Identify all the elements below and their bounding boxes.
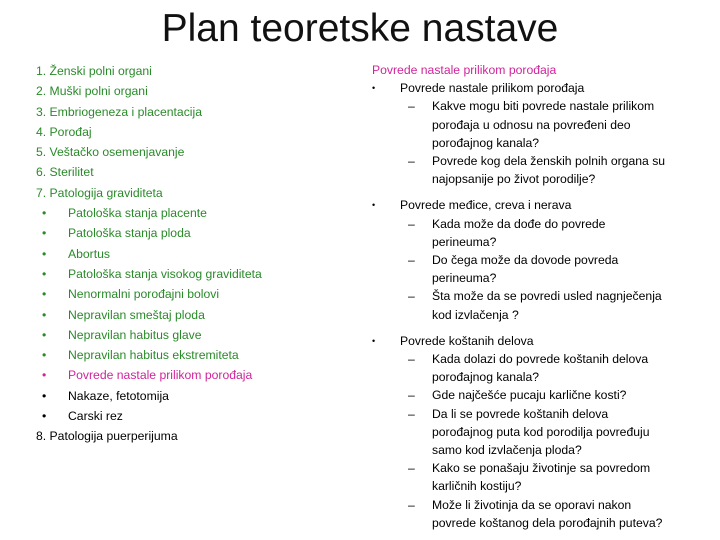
outline-subitem <box>36 223 336 243</box>
outline-subitem-text: Nepravilan habitus ekstremiteta <box>68 348 239 363</box>
outline-subitem <box>36 345 336 365</box>
outline-subitem-text: Patološka stanja visokog graviditeta <box>68 266 262 281</box>
outline-subitem-text: Nakaze, fetotomija <box>68 388 169 403</box>
question-line: perineuma? <box>432 234 497 249</box>
question-item <box>372 152 702 188</box>
outline-item: 4. Porođaj <box>36 124 92 139</box>
right-sections <box>372 79 702 532</box>
section-gap <box>372 188 702 196</box>
dash-marker: – <box>408 497 415 512</box>
question-line: najopsanije po život porodilje? <box>432 172 596 187</box>
question-line: povrede koštanog dela porođajnih puteva? <box>432 515 663 530</box>
question-line: Kakve mogu biti povrede nastale prilikom <box>432 99 655 114</box>
outline-subitem <box>36 325 336 345</box>
outline-subitem-text: Povrede nastale prilikom porođaja <box>68 368 253 383</box>
question-line: Gde najčešće pucaju karlične kosti? <box>432 388 627 403</box>
dash-marker: – <box>408 216 415 231</box>
outline-subitem <box>36 365 336 385</box>
question-line: kod izvlačenja ? <box>432 307 519 322</box>
outline-item: 3. Embriogeneza i placentacija <box>36 104 202 119</box>
dash-marker: – <box>408 253 415 268</box>
question-item <box>372 350 702 386</box>
question-line: karličnih kostiju? <box>432 479 522 494</box>
question-item <box>372 97 702 152</box>
dash-marker: – <box>408 154 415 169</box>
bullet-marker: • <box>42 246 47 261</box>
question-item <box>372 251 702 287</box>
outline-subitem <box>36 203 336 223</box>
injury-section <box>372 196 702 214</box>
question-line: Povrede kog dela ženskih polnih organa su <box>432 154 666 169</box>
outline-item: 1. Ženski polni organi <box>36 64 152 78</box>
bullet-marker: • <box>372 200 376 211</box>
injury-section-title: Povrede koštanih delova <box>400 333 534 348</box>
section-gap <box>372 324 702 332</box>
page-title: Plan teoretske nastave <box>161 7 559 50</box>
question-line: porođajnog kanala? <box>432 135 540 150</box>
outline-subitem <box>36 305 336 325</box>
bullet-marker: • <box>42 368 47 383</box>
outline-item: 2. Muški polni organi <box>36 84 148 99</box>
outline-subitem <box>36 264 336 284</box>
outline-subitem <box>36 406 336 426</box>
bullet-marker: • <box>42 206 47 221</box>
question-line: porođaja u odnosu na povređeni deo <box>432 117 631 132</box>
outline-subitem-text: Abortus <box>68 246 111 261</box>
bullet-marker: • <box>42 307 47 322</box>
question-line: Kada dolazi do povrede koštanih delova <box>432 352 649 367</box>
dash-marker: – <box>408 289 415 304</box>
bullet-marker: • <box>42 266 47 281</box>
bullet-marker: • <box>42 226 47 241</box>
question-item <box>372 405 702 460</box>
bullet-marker: • <box>42 287 47 302</box>
question-line: Može li životinja da se oporavi nakon <box>432 497 632 512</box>
question-line: perineuma? <box>432 271 497 286</box>
right-heading: Povrede nastale prilikom porođaja <box>372 63 557 77</box>
question-line: porođajnog puta kod porodilja povređuju <box>432 424 650 439</box>
right-column-injuries <box>372 61 702 532</box>
bullet-marker: • <box>372 335 376 346</box>
bullet-marker: • <box>372 83 376 94</box>
outline-subitem-text: Nepravilan habitus glave <box>68 327 202 342</box>
outline-subitem-text: Nepravilan smeštaj ploda <box>68 307 205 322</box>
outline-subitem <box>36 244 336 264</box>
dash-marker: – <box>408 99 415 114</box>
question-line: Do čega može da dovode povreda <box>432 253 619 268</box>
outline-subitem-text: Nenormalni porođajni bolovi <box>68 287 220 302</box>
injury-section-title: Povrede nastale prilikom porođaja <box>400 81 585 96</box>
outline-item: 7. Patologija graviditeta <box>36 185 163 200</box>
outline-item: 8. Patologija puerperijuma <box>36 429 178 444</box>
outline-subitem <box>36 386 336 406</box>
bullet-marker: • <box>42 348 47 363</box>
question-item <box>372 287 702 323</box>
outline-item: 6. Sterilitet <box>36 165 94 180</box>
question-line: samo kod izvlačenja ploda? <box>432 443 582 458</box>
bullet-marker: • <box>42 409 47 424</box>
question-line: Kada može da dođe do povrede <box>432 216 606 231</box>
question-item <box>372 386 702 404</box>
question-item <box>372 496 702 532</box>
outline-subitem <box>36 284 336 304</box>
bullet-marker: • <box>42 327 47 342</box>
injury-section <box>372 332 702 350</box>
outline-subitem-text: Carski rez <box>68 409 123 424</box>
dash-marker: – <box>408 406 415 421</box>
dash-marker: – <box>408 461 415 476</box>
injury-section-title: Povrede međice, creva i nerava <box>400 198 572 213</box>
question-line: porođajnog kanala? <box>432 370 540 385</box>
dash-marker: – <box>408 388 415 403</box>
question-item <box>372 459 702 495</box>
outline-subitem-text: Patološka stanja placente <box>68 206 207 221</box>
outline-subitem-text: Patološka stanja ploda <box>68 226 191 241</box>
outline-item: 5. Veštačko osemenjavanje <box>36 145 185 160</box>
injury-section <box>372 79 702 97</box>
question-item <box>372 215 702 251</box>
left-column-outline <box>36 61 336 447</box>
bullet-marker: • <box>42 388 47 403</box>
question-line: Da li se povrede koštanih delova <box>432 406 609 421</box>
question-line: Kako se ponašaju životinje sa povredom <box>432 461 651 476</box>
dash-marker: – <box>408 352 415 367</box>
question-line: Šta može da se povredi usled nagnječenja <box>432 289 662 304</box>
